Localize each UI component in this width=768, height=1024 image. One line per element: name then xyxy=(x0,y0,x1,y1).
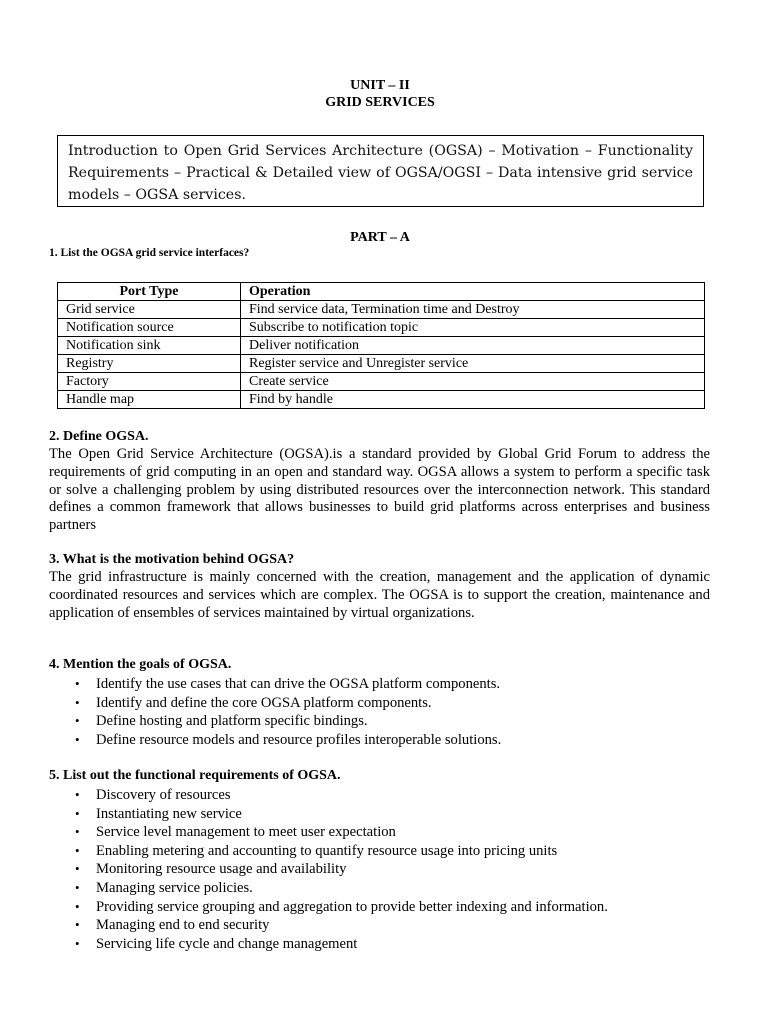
bullet-icon: • xyxy=(75,861,80,877)
port-type-cell: Handle map xyxy=(58,391,241,409)
operation-cell: Register service and Unregister service xyxy=(241,355,705,373)
table-header-row xyxy=(58,283,705,301)
bullet-icon: • xyxy=(75,676,80,691)
bullet-icon: • xyxy=(75,787,80,802)
operation-cell: Deliver notification xyxy=(241,337,705,355)
list-item-text: Providing service grouping and aggregation to provide better indexing and information. xyxy=(96,898,608,915)
list-item xyxy=(49,879,608,898)
list-item-text: Instantiating new service xyxy=(96,805,242,822)
operation-cell: Find by handle xyxy=(241,391,705,409)
bullet-icon: • xyxy=(75,731,80,747)
port-type-cell: Grid service xyxy=(58,301,241,319)
table-row xyxy=(58,301,705,319)
bullet-icon: • xyxy=(75,824,80,840)
port-type-cell: Notification source xyxy=(58,319,241,337)
goals-list xyxy=(49,675,501,749)
column-header: Port Type xyxy=(58,283,241,301)
requirements-list xyxy=(49,786,608,953)
table-row xyxy=(58,355,705,373)
list-item-text: Define hosting and platform specific bindings. xyxy=(96,713,368,730)
list-item-text: Discovery of resources xyxy=(96,787,231,803)
bullet-icon: • xyxy=(75,879,80,895)
list-item-text: Managing end to end security xyxy=(96,917,270,934)
list-item xyxy=(49,860,608,879)
list-item-text: Enabling metering and accounting to quantify resource usage into pricing units xyxy=(96,842,558,859)
list-item xyxy=(49,675,501,694)
bullet-icon: • xyxy=(75,805,80,821)
answer-2: The Open Grid Service Architecture (OGSA).is a standard provided by Global Grid Forum to address the requirements of grid computing in an open and standard way. OGSA allows a system to perform a specific task or solve a challenging problem by using distributed resources over the interconnection network. This standard defines a common framework that allows businesses to build grid platforms across enterprises and business partners xyxy=(49,446,710,534)
port-type-cell: Registry xyxy=(58,355,241,373)
part-heading: PART – A xyxy=(350,230,410,245)
column-header: Operation xyxy=(241,283,705,301)
list-item xyxy=(49,731,501,750)
list-item xyxy=(49,805,608,824)
port-type-cell: Factory xyxy=(58,373,241,391)
bullet-icon: • xyxy=(75,898,80,914)
bullet-icon: • xyxy=(75,917,80,933)
list-item xyxy=(49,898,608,917)
operation-cell: Subscribe to notification topic xyxy=(241,319,705,337)
list-item-text: Servicing life cycle and change management xyxy=(96,935,358,952)
bullet-icon: • xyxy=(75,694,80,710)
operation-cell: Create service xyxy=(241,373,705,391)
list-item xyxy=(49,916,608,935)
list-item-text: Monitoring resource usage and availability xyxy=(96,861,347,878)
answer-3: The grid infrastructure is mainly concerned with the creation, management and the application of dynamic coordinated resources and services which are complex. The OGSA is to support the creation, maintenance and application of ensembles of services maintained by virtual organizations. xyxy=(49,569,710,621)
bullet-icon: • xyxy=(75,713,80,729)
unit-title: GRID SERVICES xyxy=(325,95,435,110)
list-item-text: Identify and define the core OGSA platform components. xyxy=(96,694,432,711)
list-item-text: Service level management to meet user expectation xyxy=(96,824,396,841)
list-item xyxy=(49,786,608,805)
question-1: 1. List the OGSA grid service interfaces? xyxy=(49,247,250,259)
table-row xyxy=(58,391,705,409)
unit-heading: UNIT – II xyxy=(350,78,410,93)
bullet-icon: • xyxy=(75,842,80,858)
question-5: 5. List out the functional requirements of OGSA. xyxy=(49,768,341,783)
list-item xyxy=(49,935,608,954)
list-item-text: Identify the use cases that can drive the OGSA platform components. xyxy=(96,676,501,692)
bullet-icon: • xyxy=(75,935,80,951)
table-row xyxy=(58,373,705,391)
list-item xyxy=(49,823,608,842)
port-type-cell: Notification sink xyxy=(58,337,241,355)
list-item xyxy=(49,842,608,861)
question-2: 2. Define OGSA. xyxy=(49,429,149,444)
list-item-text: Managing service policies. xyxy=(96,879,253,896)
list-item xyxy=(49,712,501,731)
question-3: 3. What is the motivation behind OGSA? xyxy=(49,552,295,567)
list-item xyxy=(49,694,501,713)
table-row xyxy=(58,319,705,337)
syllabus-box: Introduction to Open Grid Services Architecture (OGSA) – Motivation – Functionality Requirements – Practical & Detailed view of OGSA/OGSI – Data intensive grid service models – OGSA services. xyxy=(57,135,704,207)
port-type-table xyxy=(57,282,705,409)
list-item-text: Define resource models and resource profiles interoperable solutions. xyxy=(96,731,502,748)
question-4: 4. Mention the goals of OGSA. xyxy=(49,657,232,672)
table-row xyxy=(58,337,705,355)
operation-cell: Find service data, Termination time and Destroy xyxy=(241,301,705,319)
